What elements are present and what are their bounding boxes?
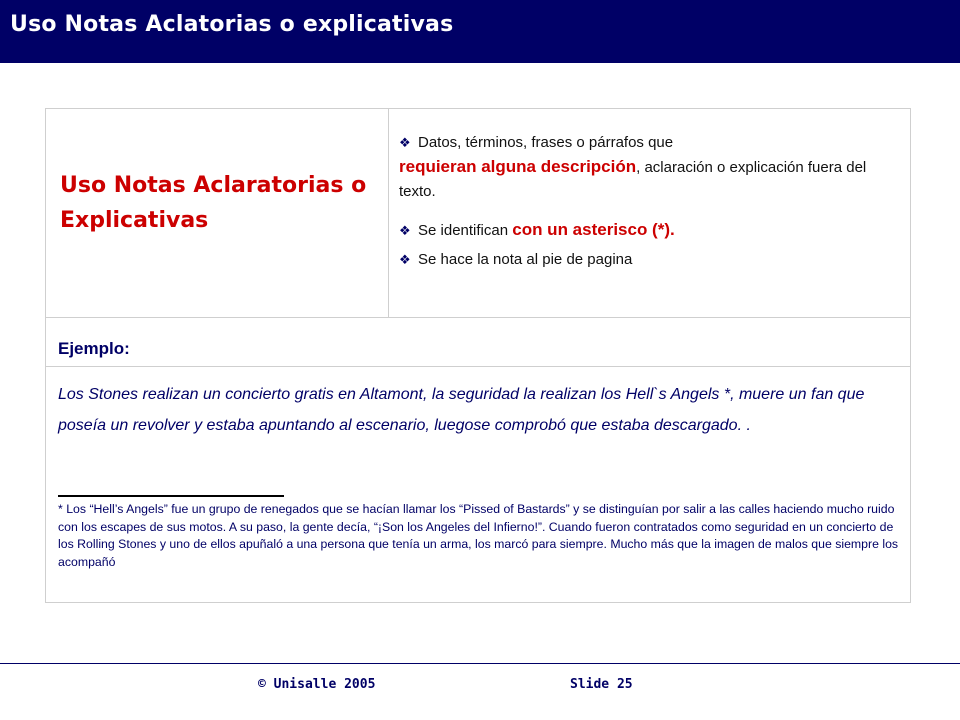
diamond-bullet-icon: ❖ bbox=[399, 223, 411, 238]
footnote-text: * Los “Hell’s Angels” fue un grupo de renegados que se hacían llamar los “Pissed of Bastards” y se distinguían por salir a las calles haciendo mucho ruido con los escapes de sus motos. A su paso, la gente decía, “¡Son los Angeles del Infierno!”. Cuando fueron contratados como seguridad en un concierto de los Rolling Stones y uno de ellos apuñaló a una persona que tenía un arma, los marcó para siempre. Mucho más que la imagen de malos que siempre los acompañó bbox=[58, 502, 899, 569]
bullet-highlight: requieran alguna descripción bbox=[399, 157, 637, 176]
bullet-item bbox=[399, 218, 899, 243]
topic-heading: Uso Notas Aclaratorias o Explicativas bbox=[60, 173, 367, 233]
bullet-text-suffix: , aclaración o explicación fuera del texto. bbox=[399, 159, 867, 200]
bullet-text: Se identifican bbox=[418, 222, 509, 239]
title-bar bbox=[0, 0, 960, 63]
bullet-item bbox=[399, 248, 899, 272]
row-divider bbox=[46, 366, 910, 367]
slide-title: Uso Notas Aclatorias o explicativas bbox=[10, 12, 454, 37]
bullets-cell bbox=[389, 109, 910, 317]
footer-divider bbox=[0, 663, 960, 664]
row-divider bbox=[46, 317, 910, 318]
bullet-highlight: con un asterisco (*). bbox=[512, 220, 675, 239]
bullet-item bbox=[399, 131, 899, 204]
content-table bbox=[45, 108, 911, 603]
slide-number: Slide 25 bbox=[570, 677, 633, 692]
example-label: Ejemplo: bbox=[58, 339, 130, 358]
example-text: Los Stones realizan un concierto gratis en Altamont, la seguridad la realizan los Hell`s Angels *, muere un fan que poseía un revolver y estaba apuntando al escenario, luegose comprobó que estaba descargado. . bbox=[58, 386, 865, 434]
bullet-text: Se hace la nota al pie de pagina bbox=[418, 251, 633, 268]
diamond-bullet-icon: ❖ bbox=[399, 252, 411, 267]
heading-cell bbox=[46, 109, 389, 317]
footnote-separator bbox=[58, 495, 284, 497]
diamond-bullet-icon: ❖ bbox=[399, 135, 411, 150]
footer-copyright: © Unisalle 2005 bbox=[258, 677, 376, 692]
bullet-text: Datos, términos, frases o párrafos que bbox=[418, 134, 674, 151]
